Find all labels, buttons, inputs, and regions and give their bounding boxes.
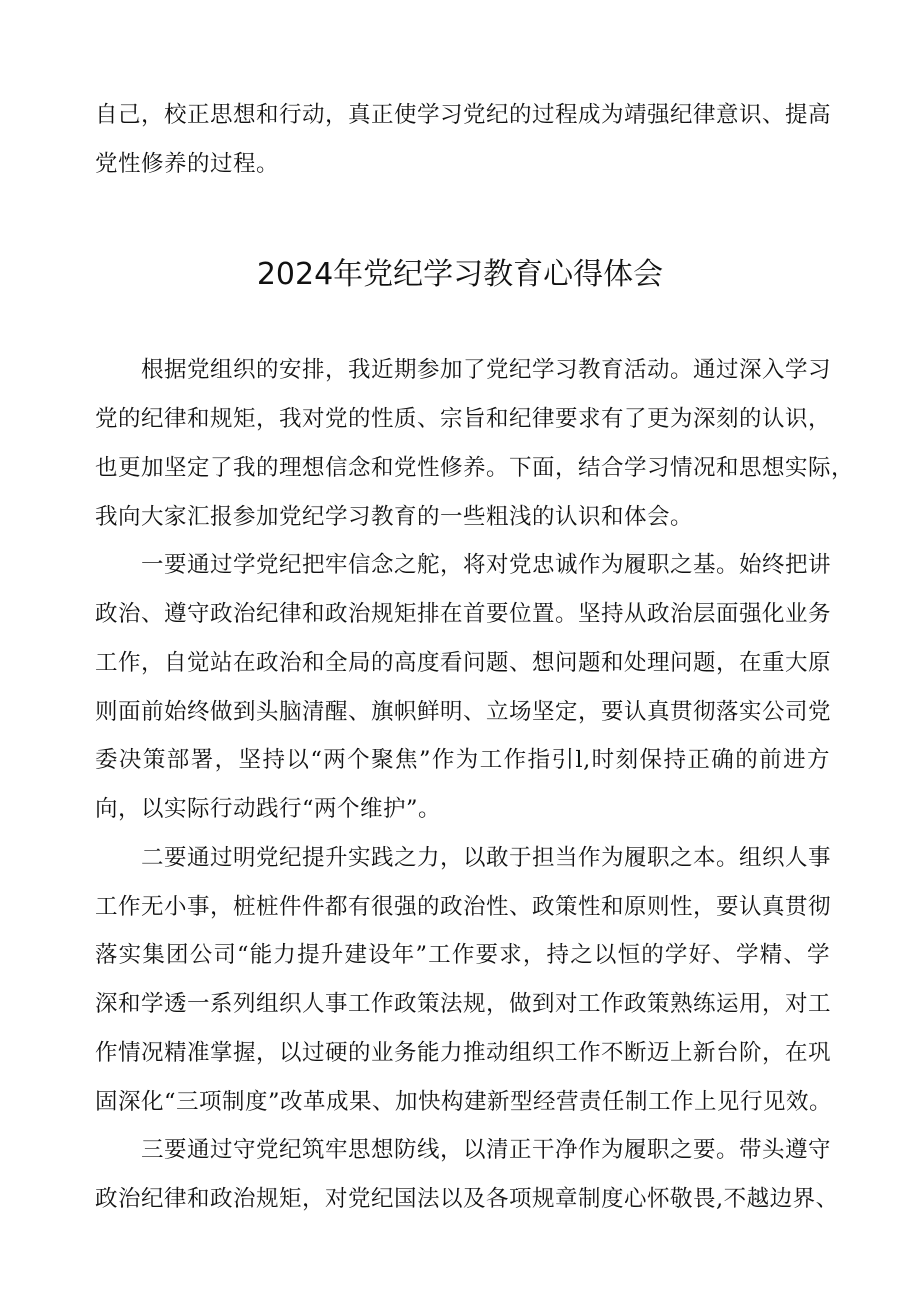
intro-line-1: 自己，校正思想和行动，真正使学习党纪的过程成为靖强纪律意识、提高 <box>95 102 832 128</box>
paragraph-1-line-4: 我向大家汇报参加党纪学习教育的一些粗浅的认识和体会。 <box>95 504 694 530</box>
paragraph-2-line-1: 一要通过学党纪把牢信念之舵，将对党忠诚作为履职之基。始终把讲 <box>141 552 832 578</box>
paragraph-4-line-1: 三要通过守党纪筑牢思想防线，以清正干净作为履职之要。带头遵守 <box>141 1137 832 1163</box>
paragraph-3-line-6: 固深化“三项制度”改革成果、加快构建新型经营责任制工作上见行见效。 <box>95 1089 833 1115</box>
document-title: 2024年党纪学习教育心得体会 <box>256 257 664 292</box>
paragraph-2-line-4: 则面前始终做到头脑清醒、旗帜鲜明、立场坚定，要认真贯彻落实公司党 <box>95 699 832 725</box>
intro-line-2: 党性修养的过程。 <box>95 151 280 177</box>
paragraph-2-line-6: 向，以实际行动践行“两个维护”。 <box>95 796 442 822</box>
paragraph-1-line-1: 根据党组织的安排，我近期参加了党纪学习教育活动。通过深入学习 <box>141 357 832 383</box>
paragraph-4-line-2: 政治纪律和政治规矩，对党纪国法以及各项规章制度心怀敬畏,不越边界、 <box>95 1186 839 1212</box>
paragraph-3-line-1: 二要通过明党纪提升实践之力，以敢于担当作为履职之本。组织人事 <box>141 845 832 871</box>
paragraph-2-line-5: 委决策部署，坚持以“两个聚焦”作为工作指引l,时刻保持正确的前进方 <box>95 747 830 773</box>
paragraph-3-line-2: 工作无小事，桩桩件件都有很强的政治性、政策性和原则性，要认真贯彻 <box>95 894 832 920</box>
paragraph-2-line-2: 政治、遵守政治纪律和政治规矩排在首要位置。坚持从政治层面强化业务 <box>95 601 832 627</box>
paragraph-2-line-3: 工作，自觉站在政治和全局的高度看问题、想问题和处理问题，在重大原 <box>95 650 832 676</box>
paragraph-3-line-4: 深和学透一系列组织人事工作政策法规，做到对工作政策熟练运用，对工 <box>95 991 832 1017</box>
paragraph-3-line-5: 作情况精准掌握，以过硬的业务能力推动组织工作不断迈上新台阶，在巩 <box>95 1040 832 1066</box>
paragraph-1-line-3: 也更加坚定了我的理想信念和党性修养。下面，结合学习情况和思想实际， <box>95 455 855 481</box>
paragraph-3-line-3: 落实集团公司“能力提升建设年”工作要求，持之以恒的学好、学精、学 <box>95 942 830 968</box>
paragraph-1-line-2: 党的纪律和规矩，我对党的性质、宗旨和纪律要求有了更为深刻的认识， <box>95 406 832 432</box>
